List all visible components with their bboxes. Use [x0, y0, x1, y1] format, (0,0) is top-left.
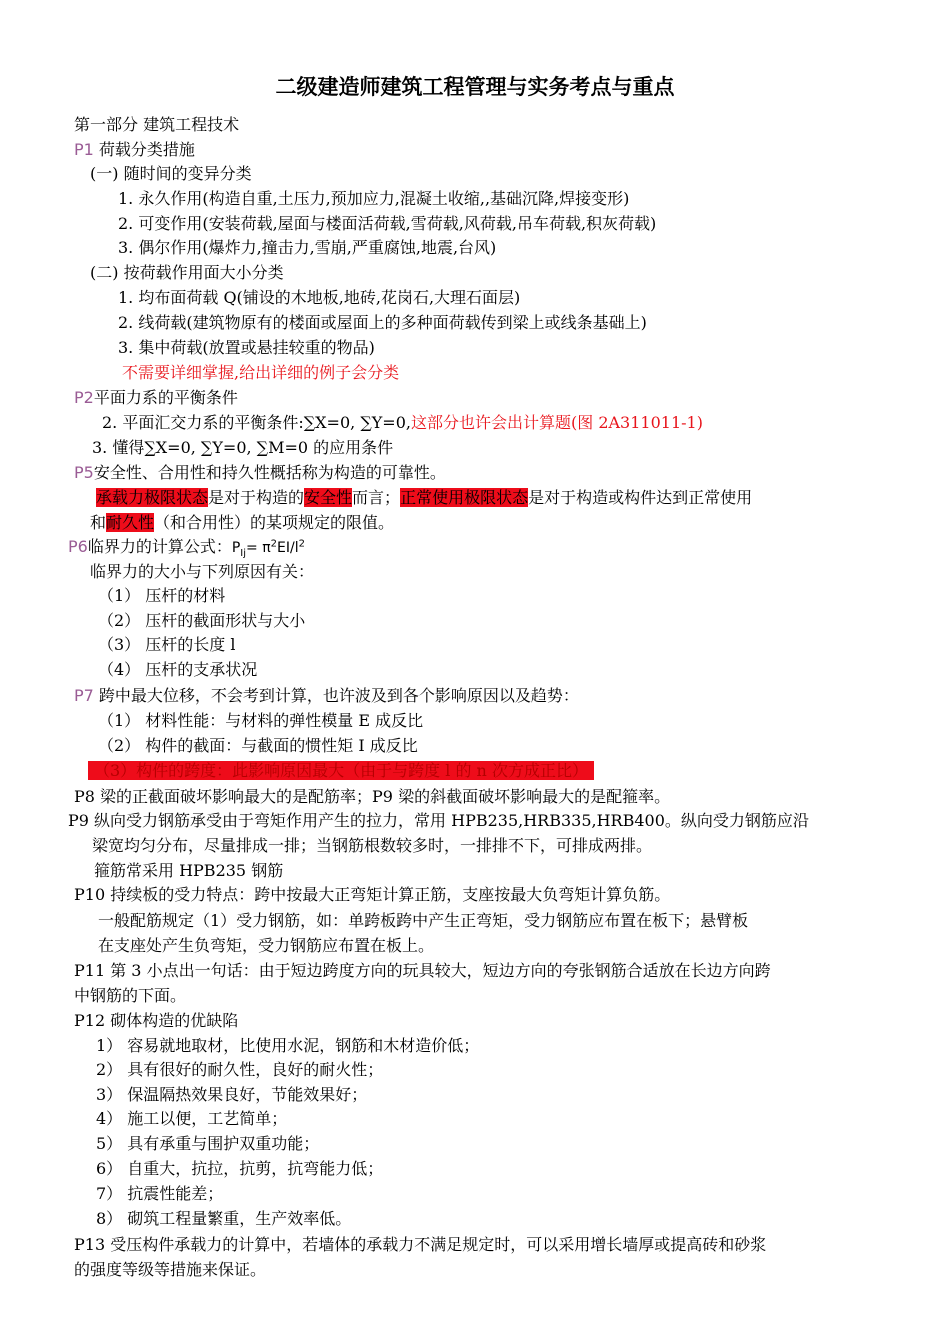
p6-intro: 临界力的大小与下列原因有关： — [90, 562, 315, 581]
p12-item: 8） 砌筑工程量繁重，生产效率低。 — [96, 1209, 352, 1228]
highlight-serviceability-limit-state: 正常使用极限状态 — [400, 488, 529, 507]
p1-s2-item: 3. 集中荷载(放置或悬挂较重的物品) — [118, 338, 375, 357]
p1-s1-item: 1. 永久作用(构造自重,土压力,预加应力,混凝土收缩,,基础沉降,焊接变形) — [118, 189, 630, 208]
p1-note: 不需要详细掌握,给出详细的例子会分类 — [122, 363, 400, 382]
p5-heading-line — [74, 462, 446, 484]
p2-line-2: 3. 懂得∑X=0, ∑Y=0, ∑M=0 的应用条件 — [92, 438, 394, 457]
p11-line: 中钢筋的下面。 — [74, 986, 187, 1005]
p7-item: （1） 材料性能：与材料的弹性模量 E 成反比 — [98, 711, 424, 730]
p11-line: P11 第 3 小点出一句话：由于短边跨度方向的玩具较大，短边方向的夸张钢筋合适放在长边方向跨 — [74, 961, 771, 980]
p2-line-1 — [102, 412, 703, 434]
p6-item: （4） 压杆的支承状况 — [98, 660, 258, 679]
p2-note: 这部分也许会出计算题(图 2A311011-1) — [410, 413, 703, 432]
formula-part: EI/l — [277, 540, 299, 556]
p9-line: P9 纵向受力钢筋承受由于弯矩作用产生的拉力，常用 HPB235,HRB335,HRB400。纵向受力钢筋应沿 — [68, 811, 809, 830]
p13-line: 的强度等级等措施来保证。 — [74, 1260, 267, 1279]
formula-part: P — [231, 540, 241, 556]
p5-text: （和合用性）的某项规定的限值。 — [154, 513, 395, 532]
p8-line: P8 梁的正截面破坏影响最大的是配筋率；P9 梁的斜截面破坏影响最大的是配箍率。 — [74, 787, 671, 806]
p12-item: 2） 具有很好的耐久性，良好的耐火性； — [96, 1060, 384, 1079]
p12-item: 3） 保温隔热效果良好，节能效果好； — [96, 1085, 368, 1104]
p1-heading-line — [74, 139, 195, 161]
p10-line: 一般配筋规定（1）受力钢筋，如：单跨板跨中产生正弯矩，受力钢筋应布置在板下；悬臂板 — [98, 911, 749, 930]
highlight-durability: 耐久性 — [106, 513, 155, 532]
p1-subheading-2: (二) 按荷载作用面大小分类 — [90, 263, 284, 282]
p5-heading: 安全性、合用性和持久性概括称为构造的可靠性。 — [93, 463, 446, 482]
p12-item: 7） 抗震性能差； — [96, 1184, 224, 1203]
p6-page-ref: P6 — [68, 537, 88, 556]
p13-line: P13 受压构件承载力的计算中，若墙体的承载力不满足规定时，可以采用增长墙厚或提高砖和砂浆 — [74, 1235, 767, 1254]
p10-line: 在支座处产生负弯矩，受力钢筋应布置在板上。 — [98, 936, 435, 955]
p9-line: 箍筋常采用 HPB235 钢筋 — [94, 861, 284, 880]
p12-item: 6） 自重大，抗拉，抗剪，抗弯能力低； — [96, 1159, 384, 1178]
p9-line: 梁宽均匀分布，尽量排成一排；当钢筋根数较多时，一排排不下，可排成两排。 — [92, 836, 653, 855]
part-heading: 第一部分 建筑工程技术 — [74, 115, 240, 134]
p6-item: （1） 压杆的材料 — [98, 586, 226, 605]
p5-line-1 — [96, 487, 752, 509]
p7-item: （2） 构件的截面：与截面的惯性矩 I 成反比 — [98, 736, 418, 755]
p7-page-ref: P7 — [74, 686, 94, 705]
p1-s2-item: 1. 均布面荷载 Q(铺设的木地板,地砖,花岗石,大理石面层) — [118, 288, 521, 307]
document-title: 二级建造师建筑工程管理与实务考点与重点 — [275, 75, 675, 99]
p12-item: 1） 容易就地取材，比使用水泥，钢筋和木材造价低； — [96, 1036, 480, 1055]
p1-s1-item: 3. 偶尔作用(爆炸力,撞击力,雪崩,严重腐蚀,地震,台风) — [118, 238, 497, 257]
p12-item: 4） 施工以便，工艺简单； — [96, 1109, 288, 1128]
p5-text: 和 — [90, 513, 107, 532]
p7-highlight-line — [88, 760, 594, 782]
formula-superscript: 2 — [298, 538, 305, 550]
formula-superscript: 2 — [270, 538, 278, 550]
highlight-ultimate-limit-state: 承载力极限状态 — [96, 488, 209, 507]
p7-heading-line — [74, 685, 579, 707]
p1-page-ref: P1 — [74, 140, 94, 159]
p6-heading-line — [68, 536, 305, 559]
p1-subheading-1: (一) 随时间的变异分类 — [90, 164, 252, 183]
p5-text: 是对于构造的 — [208, 488, 305, 507]
p2-heading: 平面力系的平衡条件 — [93, 388, 238, 407]
p6-heading: 临界力的计算公式： — [87, 537, 232, 556]
p5-line-2 — [90, 512, 394, 534]
p10-line: P10 持续板的受力特点：跨中按最大正弯矩计算正筋，支座按最大负弯矩计算负筋。 — [74, 885, 671, 904]
p5-text: 而言； — [352, 488, 401, 507]
p12-heading: P12 砌体构造的优缺陷 — [74, 1011, 239, 1030]
p1-s1-item: 2. 可变作用(安装荷载,屋面与楼面活荷载,雪荷载,风荷载,吊车荷载,积灰荷载) — [118, 214, 657, 233]
critical-force-formula — [231, 538, 305, 559]
p6-item: （3） 压杆的长度 l — [98, 635, 236, 654]
p2-page-ref: P2 — [74, 388, 94, 407]
p7-heading: 跨中最大位移，不会考到计算，也许波及到各个影响原因以及趋势： — [98, 686, 579, 705]
p2-condition: 2. 平面汇交力系的平衡条件:∑X=0, ∑Y=0, — [102, 413, 411, 432]
p2-heading-line — [74, 387, 238, 409]
formula-part: = π — [246, 540, 271, 556]
p5-text: 是对于构造或构件达到正常使用 — [528, 488, 753, 507]
highlight-span-influence: （3）构件的跨度：此影响原因最大（由于与跨度 l 的 n 次方成正比） — [88, 761, 594, 780]
p12-item: 5） 具有承重与围护双重功能； — [96, 1134, 320, 1153]
p5-page-ref: P5 — [74, 463, 94, 482]
p6-item: （2） 压杆的截面形状与大小 — [98, 611, 306, 630]
highlight-safety: 安全性 — [304, 488, 353, 507]
p1-heading: 荷载分类措施 — [98, 140, 195, 159]
p1-s2-item: 2. 线荷载(建筑物原有的楼面或屋面上的多种面荷载传到梁上或线条基础上) — [118, 313, 647, 332]
formula-subscript: Ij — [240, 547, 247, 559]
